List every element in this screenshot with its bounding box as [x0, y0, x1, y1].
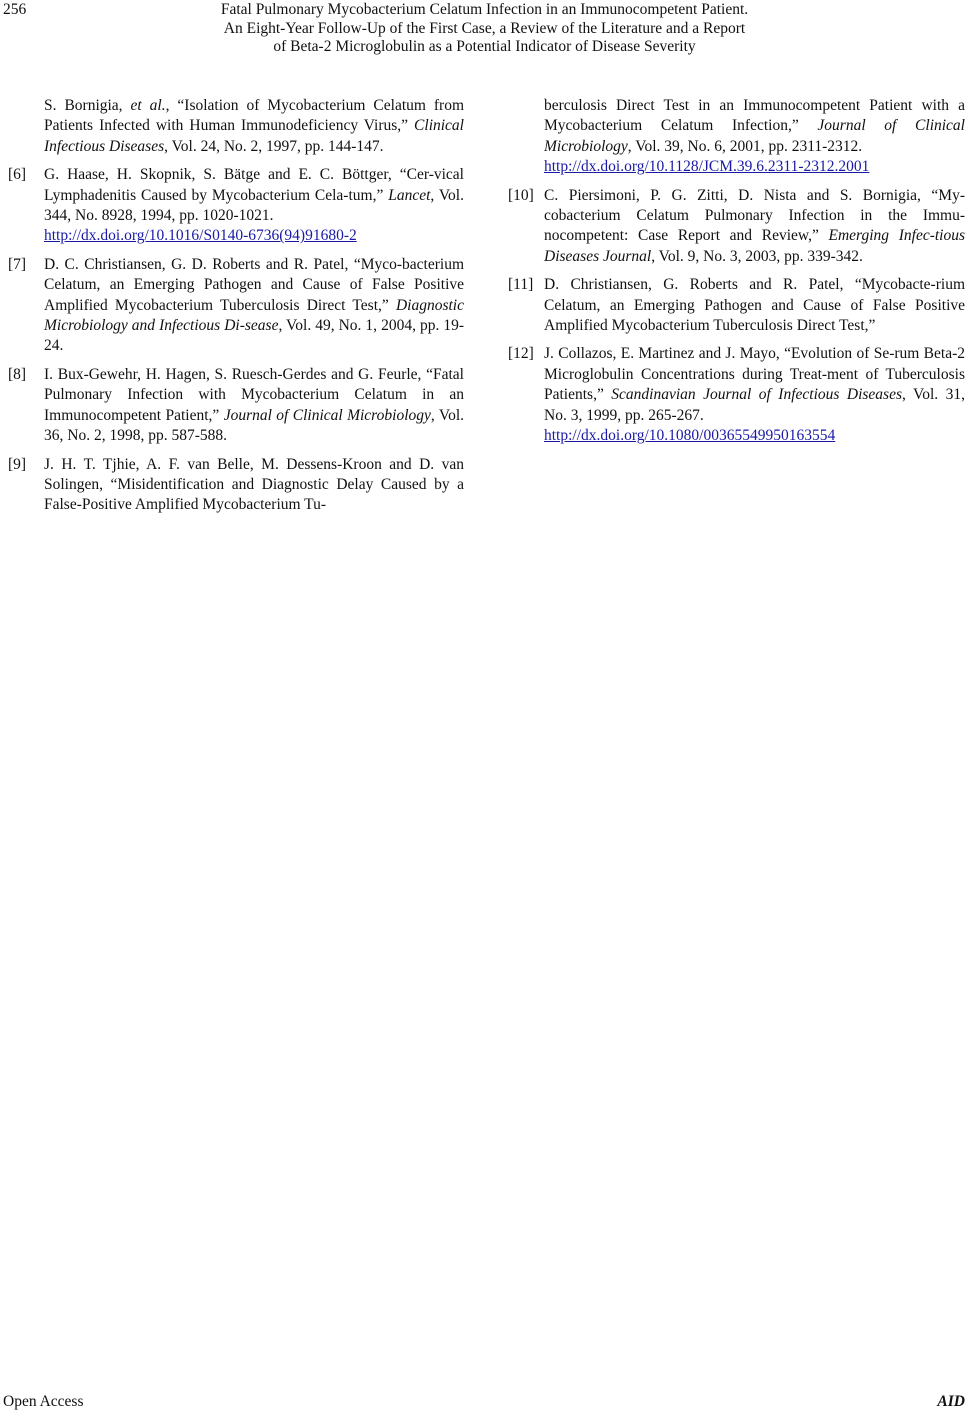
doi-link[interactable]: http://dx.doi.org/10.1016/S0140-6736(94)91680-2 [44, 227, 357, 245]
reference-number: [6] [8, 166, 27, 184]
reference-entry [508, 275, 965, 336]
reference-text [44, 455, 464, 516]
reference-entry [8, 455, 464, 516]
reference-italic-title: Journal of Clinical Microbiology [544, 117, 965, 155]
reference-text [44, 96, 464, 157]
reference-text-part: , Vol. 344, No. 8928, 1994, pp. 1020-1021. [44, 186, 464, 225]
reference-text-part: D. Christiansen, G. Roberts and R. Patel, “Mycobacte-rium Celatum, an Emerging Pathogen and Cause of False Positive Amplified Mycobacterium Tuberculosis Direct Test,” [544, 276, 965, 335]
reference-entry [8, 365, 464, 447]
reference-entry [8, 255, 464, 357]
reference-italic-title: Diagnostic Microbiology and Infectious Di-sease [44, 296, 464, 335]
reference-text-part: G. Haase, H. Skopnik, S. Bätge and E. C. Böttger, “Cer-vical Lymphadenitis Caused by Mycobacterium Cela-tum,” [44, 166, 464, 204]
reference-number: [8] [8, 365, 27, 383]
references-column-right [508, 96, 965, 455]
reference-italic-title: et al. [130, 97, 166, 114]
reference-italic-title: Scandinavian Journal of Infectious Diseases [611, 386, 902, 404]
reference-number: [12] [508, 345, 534, 363]
reference-number: [10] [508, 186, 534, 204]
reference-italic-title: Clinical Infectious Diseases [44, 117, 464, 155]
reference-text-part: , Vol. 24, No. 2, 1997, pp. 144-147. [164, 137, 384, 155]
reference-text [44, 255, 464, 357]
reference-text-part: S. Bornigia, [44, 97, 131, 114]
reference-number: [11] [508, 276, 534, 294]
running-header [140, 1, 829, 57]
reference-italic-title: Lancet [388, 186, 431, 204]
reference-italic-title: Journal of Clinical Microbiology [223, 406, 431, 424]
reference-text-part: C. Piersimoni, P. G. Zitti, D. Nista and S. Bornigia, “My-cobacterium Celatum Pulmonary Infection in the Immu-nocompetent: Case Report and Review,” [544, 186, 965, 245]
reference-italic-title: Emerging Infec-tious Diseases Journal [544, 227, 966, 265]
reference-entry [508, 96, 965, 178]
reference-entry [508, 186, 965, 268]
reference-text-part: berculosis Direct Test in an Immunocompetent Patient with a Mycobacterium Celatum Infection,” [544, 97, 965, 135]
reference-text [544, 186, 965, 268]
reference-entry [8, 96, 464, 157]
reference-text-part: J. Collazos, E. Martinez and J. Mayo, “Evolution of Se-rum Beta-2 Microglobulin Concentrations during Treat-ment of Tuberculosis Patients,” [544, 345, 965, 404]
doi-link[interactable]: http://dx.doi.org/10.1128/JCM.39.6.2311-2312.2001 [544, 158, 870, 176]
footer-open-access: Open Access [3, 1393, 84, 1410]
reference-text [44, 365, 464, 447]
reference-text-part: D. C. Christiansen, G. D. Roberts and R. Patel, “Myco-bacterium Celatum, an Emerging Pathogen and Cause of False Positive Amplified Mycobacterium Tuberculosis Direct Test,” [44, 255, 464, 314]
reference-entry [508, 344, 965, 446]
running-header-line: of Beta-2 Microglobulin as a Potential Indicator of Disease Severity [273, 38, 696, 56]
references-column-left [8, 96, 464, 524]
footer-journal-abbrev: AID [937, 1393, 965, 1410]
reference-text-part: J. H. T. Tjhie, A. F. van Belle, M. Dessens-Kroon and D. van Solingen, “Misidentification and Diagnostic Delay Caused by a False-Positive Amplified Mycobacterium Tu- [44, 455, 464, 514]
reference-text [544, 275, 965, 336]
reference-text-part: , “Isolation of Mycobacterium Celatum from Patients Infected with Human Immunodeficiency Virus,” [44, 97, 465, 135]
reference-text-part: , Vol. 31, No. 3, 1999, pp. 265-267. [544, 386, 965, 424]
reference-text-part: , Vol. 39, No. 6, 2001, pp. 2311-2312. [627, 137, 863, 155]
reference-text [44, 165, 464, 247]
reference-number: [7] [8, 255, 27, 273]
doi-link[interactable]: http://dx.doi.org/10.1080/00365549950163554 [544, 427, 836, 445]
reference-text [544, 344, 965, 446]
reference-text-part: , Vol. 36, No. 2, 1998, pp. 587-588. [44, 406, 465, 445]
reference-text-part: I. Bux-Gewehr, H. Hagen, S. Ruesch-Gerdes and G. Feurle, “Fatal Pulmonary Infection with Mycobacterium Celatum in an Immunocompetent Patient,” [44, 365, 464, 424]
reference-text [544, 96, 965, 178]
reference-text-part: , Vol. 9, No. 3, 2003, pp. 339-342. [651, 247, 863, 265]
reference-number: [9] [8, 455, 27, 473]
reference-text-part: , Vol. 49, No. 1, 2004, pp. 19-24. [44, 317, 465, 355]
running-header-line: Fatal Pulmonary Mycobacterium Celatum Infection in an Immunocompetent Patient. [220, 1, 749, 18]
page-number: 256 [3, 1, 27, 18]
reference-entry [8, 165, 464, 247]
running-header-line: An Eight-Year Follow-Up of the First Case, a Review of the Literature and a Report [223, 19, 746, 37]
